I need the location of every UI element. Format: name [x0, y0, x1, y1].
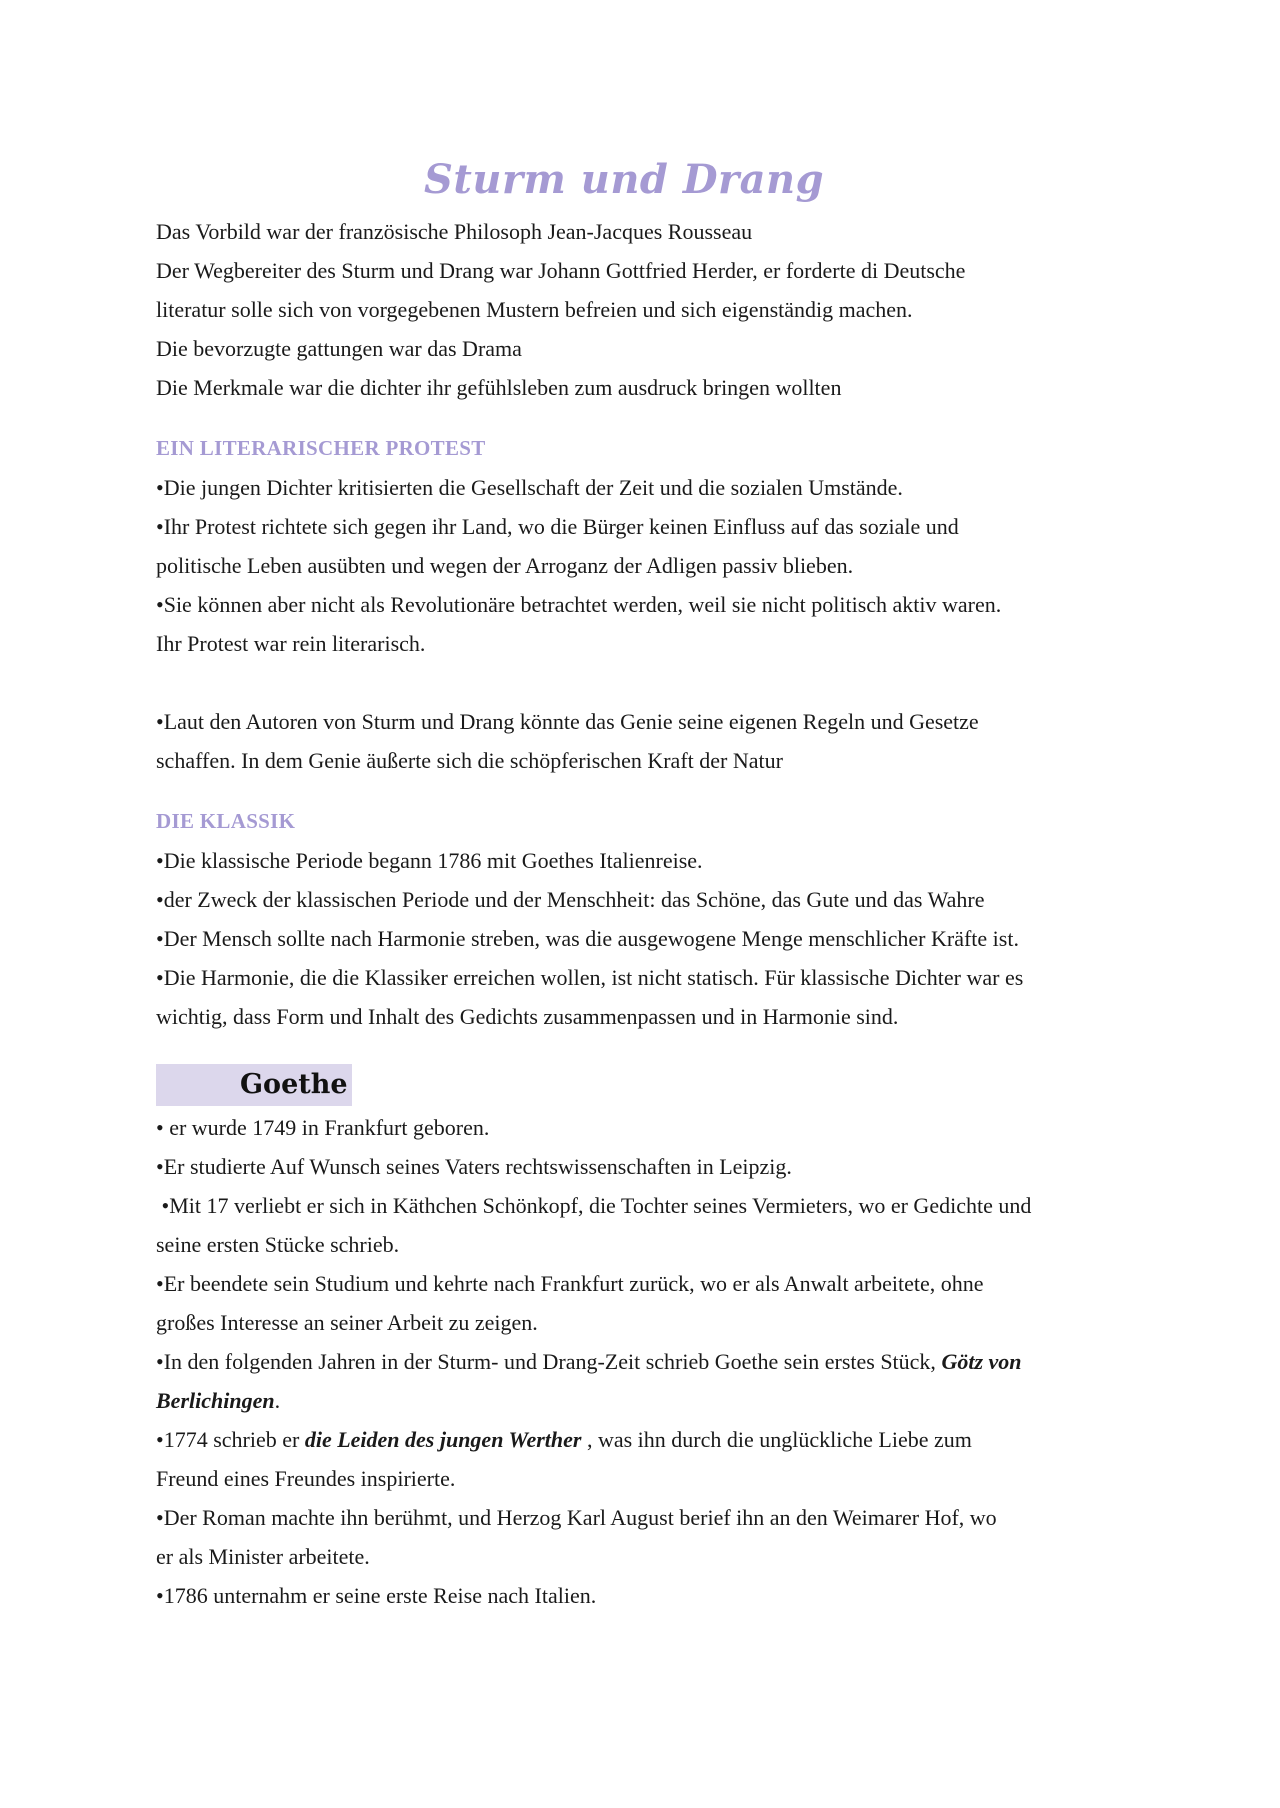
page-title: Sturm und Drang — [424, 156, 825, 203]
klassik-line: •der Zweck der klassischen Periode und der Menschheit: das Schöne, das Gute und das Wahre — [156, 887, 985, 912]
goethe-line: er als Minister arbeitete. — [156, 1544, 370, 1569]
klassik-line: •Der Mensch sollte nach Harmonie streben, was die ausgewogene Menge menschlicher Kräfte ist. — [156, 926, 1019, 951]
klassik-line: •Die klassische Periode begann 1786 mit Goethes Italienreise. — [156, 848, 703, 873]
werther-line — [156, 1420, 1140, 1459]
protest-line: •Sie können aber nicht als Revolutionäre betrachtet werden, weil sie nicht politisch aktiv waren. — [156, 592, 1002, 617]
goetz-text: . — [274, 1388, 281, 1413]
goethe-line: •Mit 17 verliebt er sich in Käthchen Schönkopf, die Tochter seines Vermieters, wo er Gedichte und — [156, 1193, 1032, 1218]
goethe-line: • er wurde 1749 in Frankfurt geboren. — [156, 1115, 490, 1140]
goethe-line: •Er studierte Auf Wunsch seines Vaters rechtswissenschaften in Leipzig. — [156, 1154, 792, 1179]
goethe-heading: Goethe — [156, 1064, 352, 1106]
goethe-line: •Der Roman machte ihn berühmt, und Herzog Karl August berief ihn an den Weimarer Hof, wo — [156, 1505, 997, 1530]
goethe-line: •1786 unternahm er seine erste Reise nach Italien. — [156, 1583, 597, 1608]
werther-line: Freund eines Freundes inspirierte. — [156, 1466, 456, 1491]
genie-line: schaffen. In dem Genie äußerte sich die schöpferischen Kraft der Natur — [156, 748, 783, 773]
goetz-title: Götz von — [941, 1349, 1022, 1374]
protest-line: politische Leben ausübten und wegen der Arroganz der Adligen passiv blieben. — [156, 553, 854, 578]
goethe-section — [156, 1064, 1140, 1615]
intro-line: Das Vorbild war der französische Philosoph Jean-Jacques Rousseau — [156, 219, 753, 244]
intro-line: Die Merkmale war die dichter ihr gefühlsleben zum ausdruck bringen wollten — [156, 375, 842, 400]
protest-line: Ihr Protest war rein literarisch. — [156, 631, 426, 656]
protest-section — [156, 429, 1140, 780]
protest-heading: EIN LITERARISCHER PROTEST — [156, 436, 486, 460]
werther-text: , was ihn durch die unglückliche Liebe zum — [581, 1427, 972, 1452]
goethe-line: •Er beendete sein Studium und kehrte nach Frankfurt zurück, wo er als Anwalt arbeitete, ohne — [156, 1271, 984, 1296]
intro-line: literatur solle sich von vorgegebenen Mustern befreien und sich eigenständig machen. — [156, 297, 913, 322]
goetz-line — [156, 1381, 1140, 1420]
goetz-text: •In den folgenden Jahren in der Sturm- und Drang-Zeit schrieb Goethe sein erstes Stück, — [156, 1349, 942, 1374]
protest-line: •Ihr Protest richtete sich gegen ihr Land, wo die Bürger keinen Einfluss auf das soziale und — [156, 514, 959, 539]
klassik-heading: DIE KLASSIK — [156, 809, 296, 833]
paragraph-gap — [156, 663, 1140, 702]
intro-line: Der Wegbereiter des Sturm und Drang war Johann Gottfried Herder, er forderte di Deutsche — [156, 258, 966, 283]
klassik-line: wichtig, dass Form und Inhalt des Gedichts zusammenpassen und in Harmonie sind. — [156, 1004, 899, 1029]
werther-title: die Leiden des jungen Werther — [304, 1427, 582, 1452]
klassik-section — [156, 802, 1140, 1036]
intro-line: Die bevorzugte gattungen war das Drama — [156, 336, 522, 361]
werther-text: •1774 schrieb er — [156, 1427, 305, 1452]
protest-line: •Die jungen Dichter kritisierten die Gesellschaft der Zeit und die sozialen Umstände. — [156, 475, 903, 500]
intro-section — [156, 212, 1140, 407]
goethe-line: seine ersten Stücke schrieb. — [156, 1232, 400, 1257]
klassik-line: •Die Harmonie, die die Klassiker erreichen wollen, ist nicht statisch. Für klassische Dichter war es — [156, 965, 1024, 990]
genie-line: •Laut den Autoren von Sturm und Drang könnte das Genie seine eigenen Regeln und Gesetze — [156, 709, 979, 734]
goethe-line: großes Interesse an seiner Arbeit zu zeigen. — [156, 1310, 538, 1335]
goetz-title: Berlichingen — [156, 1388, 275, 1413]
goetz-line — [156, 1342, 1140, 1381]
